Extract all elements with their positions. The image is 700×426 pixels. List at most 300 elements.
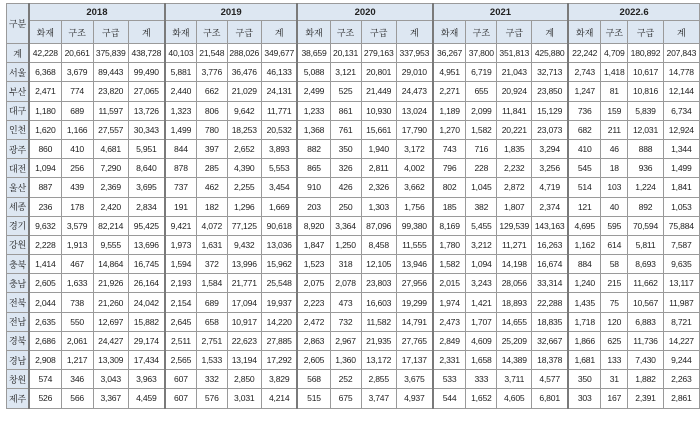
table-cell: 525 [330,82,361,101]
table-cell: 13,117 [663,274,699,293]
table-cell: 1,435 [568,293,601,312]
table-cell: 774 [61,82,93,101]
table-cell: 1,180 [29,101,61,120]
table-cell: 20,661 [61,44,93,63]
table-cell: 7,290 [93,159,128,178]
table-cell: 3,121 [330,63,361,82]
table-cell: 12,144 [663,82,699,101]
table-cell: 178 [61,197,93,216]
sub-column-header: 구조 [61,21,93,44]
table-cell: 191 [165,197,197,216]
table-cell: 133 [601,351,628,370]
table-cell: 121 [568,197,601,216]
table-cell: 4,072 [197,216,228,235]
table-cell: 3,454 [261,178,297,197]
table-cell: 1,841 [663,178,699,197]
table-cell: 1,053 [663,197,699,216]
sub-column-header: 구급 [497,21,532,44]
table-cell: 77,125 [227,216,261,235]
table-cell: 10,816 [628,82,663,101]
table-cell: 1,360 [330,351,361,370]
table-cell: 2,331 [433,351,466,370]
table-cell: 2,811 [361,159,396,178]
table-cell: 1,250 [330,235,361,254]
table-cell: 256 [61,159,93,178]
table-cell: 70,594 [628,216,663,235]
table-cell: 11,271 [497,235,532,254]
table-cell: 16,263 [532,235,568,254]
table-cell: 662 [197,82,228,101]
table-cell: 99,380 [396,216,432,235]
table-cell: 761 [330,120,361,139]
table-cell: 2,872 [497,178,532,197]
table-cell: 11,582 [361,312,396,331]
table-cell: 211 [601,120,628,139]
region-label: 대전 [7,159,30,178]
table-row [7,101,700,120]
sub-column-header: 계 [663,21,699,44]
table-cell: 736 [568,101,601,120]
table-cell: 802 [433,178,466,197]
table-cell: 22,242 [568,44,601,63]
table-cell: 13,172 [361,351,396,370]
table-cell: 25,209 [497,331,532,350]
table-cell: 1,414 [29,255,61,274]
table-cell: 37,800 [466,44,497,63]
sub-column-header: 화재 [29,21,61,44]
table-cell: 21,926 [93,274,128,293]
table-cell: 13,996 [227,255,261,274]
table-cell: 42,228 [29,44,61,63]
table-cell: 11,841 [497,101,532,120]
table-cell: 2,193 [165,274,197,293]
table-cell: 337,953 [396,44,432,63]
table-cell: 17,094 [227,293,261,312]
table-cell: 20,221 [497,120,532,139]
table-cell: 2,511 [165,331,197,350]
table-cell: 18,378 [532,351,568,370]
table-cell: 2,369 [93,178,128,197]
table-cell: 2,850 [227,370,261,389]
table-cell: 3,031 [227,389,261,408]
table-cell: 38,659 [297,44,330,63]
region-label: 경남 [7,351,30,370]
table-row [7,370,700,389]
table-row [7,216,700,235]
table-cell: 550 [61,312,93,331]
year-header: 2020 [297,4,432,21]
region-label: 부산 [7,82,30,101]
table-cell: 14,389 [497,351,532,370]
table-cell: 1,189 [433,101,466,120]
sub-column-header: 구조 [601,21,628,44]
table-cell: 1,807 [497,197,532,216]
table-row [7,178,700,197]
table-cell: 2,605 [29,274,61,293]
year-header: 2022.6 [568,4,699,21]
table-cell: 1,233 [297,101,330,120]
table-cell: 467 [61,255,93,274]
table-cell: 29,010 [396,63,432,82]
table-cell: 22,623 [227,331,261,350]
table-cell: 22,288 [532,293,568,312]
table-cell: 2,391 [628,389,663,408]
table-cell: 796 [433,159,466,178]
table-cell: 13,194 [227,351,261,370]
statistics-table-container [6,3,700,409]
table-cell: 23,850 [532,82,568,101]
table-cell: 20,924 [497,82,532,101]
table-cell: 2,863 [297,331,330,350]
table-cell: 1,368 [297,120,330,139]
table-cell: 2,061 [61,331,93,350]
table-cell: 10,617 [628,63,663,82]
table-cell: 90,618 [261,216,297,235]
table-cell: 2,686 [29,331,61,350]
table-cell: 936 [628,159,663,178]
table-cell: 21,260 [93,293,128,312]
table-cell: 3,579 [61,216,93,235]
table-cell: 2,263 [663,370,699,389]
table-cell: 24,427 [93,331,128,350]
table-cell: 3,172 [396,139,432,158]
table-cell: 3,776 [197,63,228,82]
table-cell: 1,421 [466,293,497,312]
table-cell: 1,620 [29,120,61,139]
table-cell: 288,026 [227,44,261,63]
table-cell: 1,669 [261,197,297,216]
table-cell: 4,577 [532,370,568,389]
table-cell: 5,951 [128,139,164,158]
table-cell: 350 [568,370,601,389]
table-cell: 17,292 [261,351,297,370]
table-cell: 167 [601,389,628,408]
sub-column-header: 구조 [197,21,228,44]
table-cell: 14,198 [497,255,532,274]
table-cell: 120 [601,312,628,331]
table-cell: 1,523 [297,255,330,274]
table-cell: 14,778 [663,63,699,82]
table-cell: 861 [330,101,361,120]
table-cell: 6,801 [532,389,568,408]
table-cell: 24,042 [128,293,164,312]
table-cell: 1,247 [568,82,601,101]
table-cell: 285 [197,159,228,178]
table-row [7,120,700,139]
table-cell: 81 [601,82,628,101]
region-label: 창원 [7,370,30,389]
table-cell: 732 [330,312,361,331]
table-cell: 99,490 [128,63,164,82]
table-cell: 14,791 [396,312,432,331]
table-cell: 1,166 [61,120,93,139]
table-cell: 19,937 [261,293,297,312]
table-cell: 2,271 [433,82,466,101]
table-cell: 13,024 [396,101,432,120]
table-cell: 17,434 [128,351,164,370]
table-cell: 2,015 [433,274,466,293]
table-cell: 1,584 [197,274,228,293]
table-cell: 2,228 [29,235,61,254]
table-cell: 4,609 [466,331,497,350]
table-cell: 2,751 [197,331,228,350]
table-row [7,293,700,312]
table-cell: 250 [330,197,361,216]
region-label: 서울 [7,63,30,82]
table-cell: 1,533 [197,351,228,370]
table-cell: 1,940 [361,139,396,158]
table-cell: 40 [601,197,628,216]
table-cell: 4,002 [396,159,432,178]
table-cell: 8,721 [663,312,699,331]
table-cell: 159 [601,101,628,120]
table-cell: 40,103 [165,44,197,63]
table-cell: 3,212 [466,235,497,254]
table-cell: 75,884 [663,216,699,235]
table-cell: 346 [61,370,93,389]
table-cell: 1,707 [466,312,497,331]
table-cell: 11,555 [396,235,432,254]
table-cell: 182 [197,197,228,216]
table-cell: 6,734 [663,101,699,120]
table-cell: 884 [568,255,601,274]
table-cell: 1,499 [165,120,197,139]
year-header: 2019 [165,4,298,21]
table-cell: 1,973 [165,235,197,254]
table-cell: 2,044 [29,293,61,312]
table-cell: 3,679 [61,63,93,82]
table-cell: 21,548 [197,44,228,63]
table-cell: 29,174 [128,331,164,350]
table-cell: 4,214 [261,389,297,408]
table-cell: 2,420 [93,197,128,216]
table-cell: 2,223 [297,293,330,312]
table-cell: 1,499 [663,159,699,178]
table-cell: 1,681 [568,351,601,370]
table-cell: 1,756 [396,197,432,216]
table-cell: 15,661 [361,120,396,139]
table-cell: 3,695 [128,178,164,197]
table-cell: 3,043 [93,370,128,389]
table-cell: 15,962 [261,255,297,274]
table-cell: 279,163 [361,44,396,63]
table-cell: 18,253 [227,120,261,139]
table-row [7,351,700,370]
table-cell: 4,695 [568,216,601,235]
table-cell: 3,675 [396,370,432,389]
table-cell: 2,743 [568,63,601,82]
table-cell: 8,640 [128,159,164,178]
table-cell: 607 [165,389,197,408]
sub-column-header: 구급 [361,21,396,44]
region-label: 경기 [7,216,30,235]
table-cell: 1,631 [197,235,228,254]
table-cell: 4,951 [433,63,466,82]
table-cell: 375,839 [93,44,128,63]
table-cell: 2,645 [165,312,197,331]
table-cell: 23,803 [361,274,396,293]
table-cell: 3,829 [261,370,297,389]
table-cell: 1,582 [433,255,466,274]
table-cell: 844 [165,139,197,158]
table-cell: 303 [568,389,601,408]
table-cell: 15,882 [128,312,164,331]
table-cell: 1,658 [466,351,497,370]
table-cell: 473 [330,293,361,312]
table-cell: 2,099 [466,101,497,120]
sub-column-header: 계 [128,21,164,44]
table-cell: 544 [433,389,466,408]
table-cell: 10,930 [361,101,396,120]
table-cell: 18,835 [532,312,568,331]
year-header-row [7,4,700,21]
year-header: 2021 [433,4,568,21]
table-cell: 5,811 [628,235,663,254]
table-cell: 1,344 [663,139,699,158]
table-cell: 332 [197,370,228,389]
table-cell: 1,240 [568,274,601,293]
table-cell: 514 [568,178,601,197]
table-cell: 252 [330,370,361,389]
table-cell: 27,885 [261,331,297,350]
region-label: 강원 [7,235,30,254]
table-cell: 228 [466,159,497,178]
table-cell: 2,861 [663,389,699,408]
table-cell: 58 [601,255,628,274]
table-cell: 614 [601,235,628,254]
table-cell: 12,924 [663,120,699,139]
table-cell: 13,726 [128,101,164,120]
table-cell: 1,270 [433,120,466,139]
table-cell: 743 [433,139,466,158]
table-cell: 207,843 [663,44,699,63]
table-cell: 2,499 [297,82,330,101]
table-cell: 14,864 [93,255,128,274]
table-cell: 1,780 [433,235,466,254]
table-row [7,331,700,350]
sub-column-header: 화재 [568,21,601,44]
table-cell: 8,458 [361,235,396,254]
table-cell: 1,633 [61,274,93,293]
table-cell: 87,096 [361,216,396,235]
table-cell: 655 [466,82,497,101]
table-row [7,82,700,101]
table-cell: 12,105 [361,255,396,274]
table-cell: 607 [165,370,197,389]
table-cell: 11,736 [628,331,663,350]
table-cell: 3,243 [466,274,497,293]
table-cell: 5,881 [165,63,197,82]
table-cell: 13,946 [396,255,432,274]
table-cell: 9,244 [663,351,699,370]
table-cell: 82,214 [93,216,128,235]
table-cell: 2,154 [165,293,197,312]
table-cell: 2,605 [297,351,330,370]
table-cell: 14,220 [261,312,297,331]
table-cell: 13,696 [128,235,164,254]
sub-column-header: 화재 [297,21,330,44]
table-cell: 20,131 [330,44,361,63]
table-cell: 410 [568,139,601,158]
table-cell: 526 [29,389,61,408]
table-cell: 17,137 [396,351,432,370]
table-cell: 5,553 [261,159,297,178]
table-cell: 28,056 [497,274,532,293]
table-cell: 3,294 [532,139,568,158]
table-cell: 95,425 [128,216,164,235]
table-cell: 7,430 [628,351,663,370]
table-cell: 21,771 [227,274,261,293]
table-cell: 2,908 [29,351,61,370]
sub-header-row [7,21,700,44]
table-cell: 75 [601,293,628,312]
table-cell: 318 [330,255,361,274]
table-cell: 89,443 [93,63,128,82]
table-cell: 9,432 [227,235,261,254]
table-cell: 1,882 [628,370,663,389]
table-cell: 4,390 [227,159,261,178]
table-cell: 1,974 [433,293,466,312]
table-cell: 36,267 [433,44,466,63]
table-cell: 12,697 [93,312,128,331]
table-cell: 19,299 [396,293,432,312]
table-cell: 2,635 [29,312,61,331]
table-cell: 20,801 [361,63,396,82]
table-cell: 11,987 [663,293,699,312]
table-cell: 14,227 [663,331,699,350]
table-cell: 566 [61,389,93,408]
table-row [7,389,700,408]
table-cell: 32,713 [532,63,568,82]
table-cell: 2,078 [330,274,361,293]
table-cell: 1,094 [29,159,61,178]
table-cell: 860 [29,139,61,158]
table-cell: 3,367 [93,389,128,408]
table-cell: 2,472 [297,312,330,331]
table-row [7,44,700,63]
table-cell: 10,567 [628,293,663,312]
table-cell: 3,662 [396,178,432,197]
table-cell: 1,866 [568,331,601,350]
table-cell: 4,681 [93,139,128,158]
table-cell: 689 [197,293,228,312]
table-cell: 372 [197,255,228,274]
table-cell: 21,935 [361,331,396,350]
table-cell: 425,880 [532,44,568,63]
table-body [7,44,700,409]
table-cell: 462 [197,178,228,197]
sub-column-header: 구조 [330,21,361,44]
table-cell: 2,326 [361,178,396,197]
table-row [7,63,700,82]
table-cell: 20,532 [261,120,297,139]
table-cell: 36,476 [227,63,261,82]
table-cell: 888 [628,139,663,158]
table-cell: 203 [297,197,330,216]
table-cell: 46 [601,139,628,158]
table-cell: 382 [466,197,497,216]
table-cell: 675 [330,389,361,408]
table-cell: 143,163 [532,216,568,235]
table-cell: 3,893 [261,139,297,158]
table-row [7,255,700,274]
table-cell: 1,045 [466,178,497,197]
table-cell: 236 [29,197,61,216]
table-cell: 350 [330,139,361,158]
table-cell: 1,835 [497,139,532,158]
region-label: 인천 [7,120,30,139]
region-label: 광주 [7,139,30,158]
